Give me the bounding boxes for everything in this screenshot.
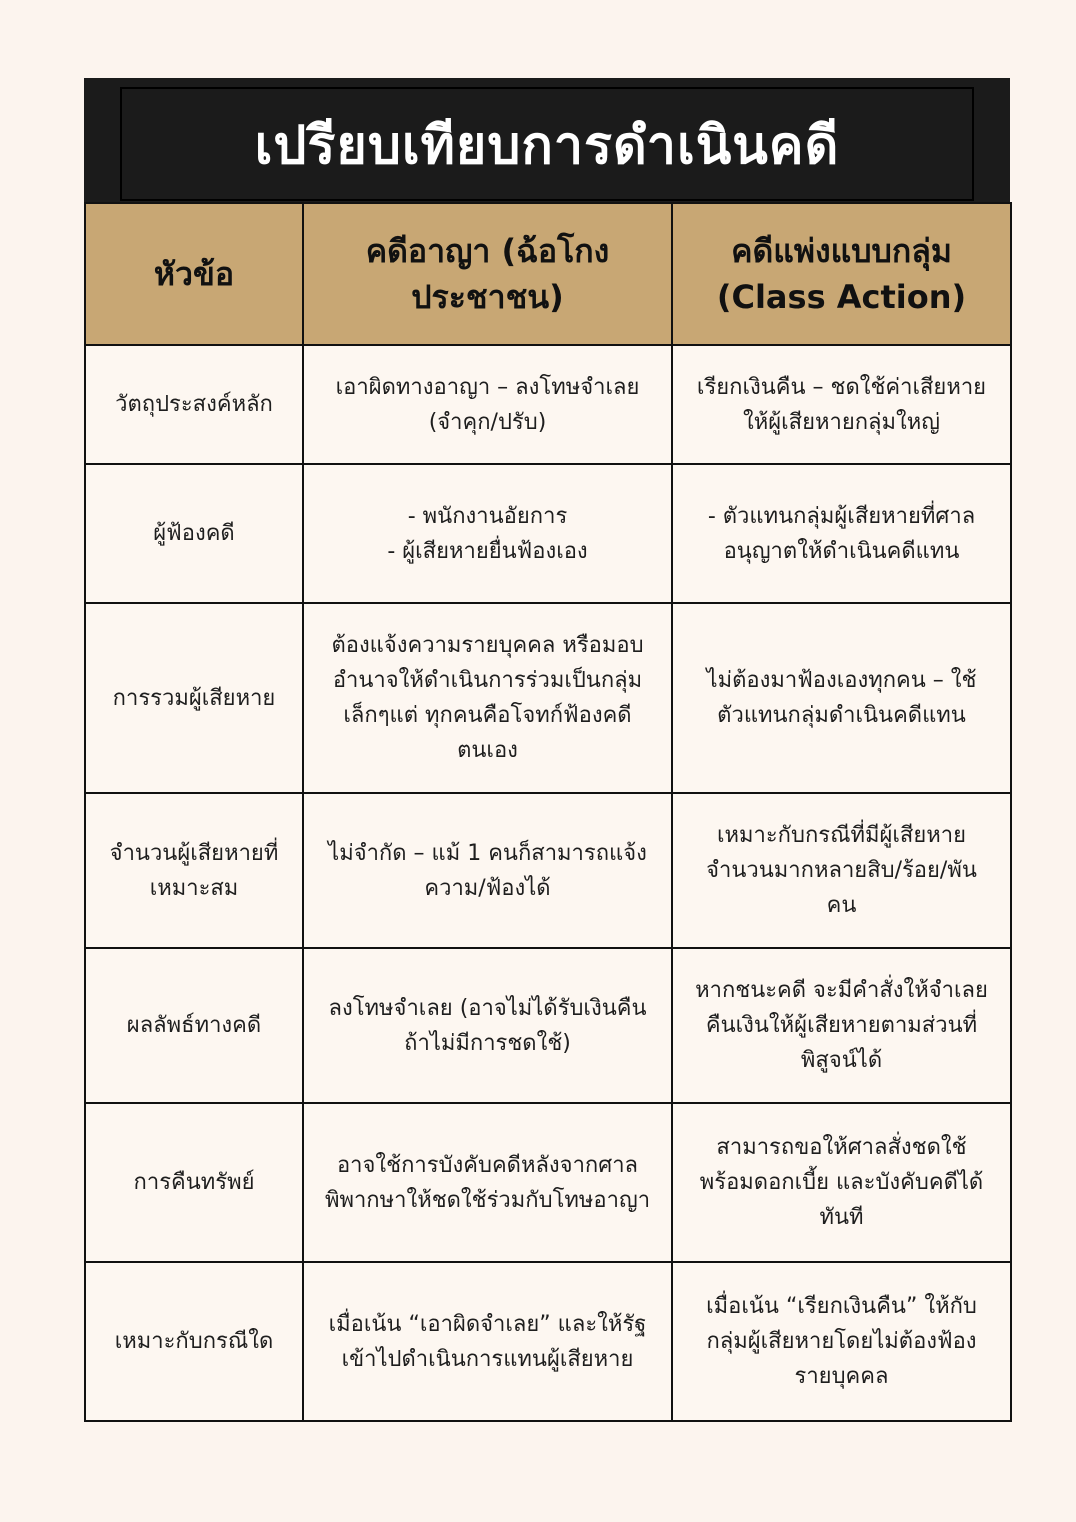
cell-line: สามารถขอให้ศาลสั่งชดใช้ — [716, 1135, 967, 1160]
cell-line: พิสูจน์ได้ — [800, 1048, 883, 1073]
cell-line: เหมาะสม — [149, 875, 239, 901]
comparison-table — [84, 202, 1012, 1422]
cell-line: กลุ่มผู้เสียหายโดยไม่ต้องฟ้อง — [706, 1329, 977, 1354]
cell-line: ไม่จำกัด – แม้ 1 คนก็สามารถแจ้ง — [328, 840, 647, 866]
header-line: ประชาชน) — [411, 278, 564, 316]
table-row — [85, 793, 1011, 948]
cell-line: วัตถุประสงค์หลัก — [115, 392, 273, 417]
cell-line: อำนาจให้ดำเนินการร่วมเป็นกลุ่ม — [332, 668, 643, 693]
civil-cell — [672, 793, 1011, 948]
cell-line: เล็กๆแต่ ทุกคนคือโจทก์ฟ้องคดี — [343, 703, 632, 728]
cell-line: จำนวนมากหลายสิบ/ร้อย/พัน — [706, 858, 977, 883]
cell-line: อนุญาตให้ดำเนินคดีแทน — [723, 538, 960, 564]
civil-cell — [672, 464, 1011, 603]
header-line: หัวข้อ — [153, 255, 235, 293]
cell-line: - ผู้เสียหายยื่นฟ้องเอง — [387, 538, 588, 564]
topic-cell — [85, 603, 303, 793]
comparison-sheet — [84, 78, 1010, 1422]
cell-line: เอาผิดทางอาญา – ลงโทษจำเลย — [335, 374, 640, 400]
header-line: คดีอาญา (ฉ้อโกง — [365, 232, 610, 270]
table-row — [85, 345, 1011, 464]
cell-line: คน — [826, 893, 857, 918]
cell-line: พิพากษาให้ชดใช้ร่วมกับโทษอาญา — [324, 1187, 651, 1213]
cell-line: ต้องแจ้งความรายบุคคล หรือมอบ — [331, 633, 644, 658]
civil-cell — [672, 345, 1011, 464]
topic-cell — [85, 345, 303, 464]
cell-line: เมื่อเน้น “เรียกเงินคืน” ให้กับ — [706, 1294, 977, 1319]
page-title: เปรียบเทียบการดำเนินคดี — [120, 87, 974, 201]
cell-line: การคืนทรัพย์ — [133, 1170, 255, 1195]
header-row — [85, 203, 1011, 345]
cell-line: ผลลัพธ์ทางคดี — [126, 1013, 262, 1038]
cell-line: อาจใช้การบังคับคดีหลังจากศาล — [336, 1152, 639, 1178]
civil-cell — [672, 603, 1011, 793]
cell-line: ไม่ต้องมาฟ้องเองทุกคน – ใช้ — [706, 668, 977, 693]
table-row — [85, 948, 1011, 1103]
table-row — [85, 464, 1011, 603]
cell-line: ลงโทษจำเลย (อาจไม่ได้รับเงินคืน — [328, 995, 647, 1021]
cell-line: - พนักงานอัยการ — [407, 503, 568, 529]
topic-cell — [85, 948, 303, 1103]
cell-line: เข้าไปดำเนินการแทนผู้เสียหาย — [341, 1346, 634, 1372]
topic-cell — [85, 464, 303, 603]
cell-line: ถ้าไม่มีการชดใช้) — [404, 1030, 571, 1056]
cell-line: พร้อมดอกเบี้ย และบังคับคดีได้ — [699, 1170, 984, 1195]
table-row — [85, 1262, 1011, 1421]
criminal-cell — [303, 1103, 672, 1262]
cell-line: เมื่อเน้น “เอาผิดจำเลย” และให้รัฐ — [328, 1311, 647, 1337]
topic-cell — [85, 1103, 303, 1262]
cell-line: เหมาะกับกรณีที่มีผู้เสียหาย — [716, 823, 966, 848]
header-topic — [85, 203, 303, 345]
criminal-cell — [303, 464, 672, 603]
civil-cell — [672, 1262, 1011, 1421]
cell-line: (จำคุก/ปรับ) — [428, 409, 547, 435]
cell-line: ตัวแทนกลุ่มดำเนินคดีแทน — [717, 703, 966, 728]
cell-line: ตนเอง — [457, 738, 518, 763]
civil-cell — [672, 948, 1011, 1103]
cell-line: การรวมผู้เสียหาย — [112, 685, 276, 711]
topic-cell — [85, 1262, 303, 1421]
cell-line: ผู้ฟ้องคดี — [153, 521, 235, 546]
cell-line: เรียกเงินคืน – ชดใช้ค่าเสียหาย — [696, 374, 987, 400]
cell-line: - ตัวแทนกลุ่มผู้เสียหายที่ศาล — [707, 503, 976, 529]
title-bar — [84, 78, 1010, 202]
cell-line: ให้ผู้เสียหายกลุ่มใหญ่ — [742, 409, 940, 435]
header-criminal — [303, 203, 672, 345]
header-line: คดีแพ่งแบบกลุ่ม — [731, 232, 952, 270]
cell-line: หากชนะคดี จะมีคำสั่งให้จำเลย — [695, 978, 988, 1003]
criminal-cell — [303, 1262, 672, 1421]
criminal-cell — [303, 345, 672, 464]
table-row — [85, 1103, 1011, 1262]
cell-line: ทันที — [819, 1205, 864, 1230]
cell-line: ความ/ฟ้องได้ — [424, 875, 551, 901]
criminal-cell — [303, 793, 672, 948]
table-row — [85, 603, 1011, 793]
criminal-cell — [303, 603, 672, 793]
civil-cell — [672, 1103, 1011, 1262]
header-civil — [672, 203, 1011, 345]
criminal-cell — [303, 948, 672, 1103]
cell-line: คืนเงินให้ผู้เสียหายตามส่วนที่ — [705, 1013, 978, 1038]
header-line: (Class Action) — [716, 278, 967, 316]
cell-line: จำนวนผู้เสียหายที่ — [109, 840, 279, 866]
topic-cell — [85, 793, 303, 948]
cell-line: เหมาะกับกรณีใด — [114, 1329, 274, 1354]
cell-line: รายบุคคล — [794, 1364, 889, 1389]
